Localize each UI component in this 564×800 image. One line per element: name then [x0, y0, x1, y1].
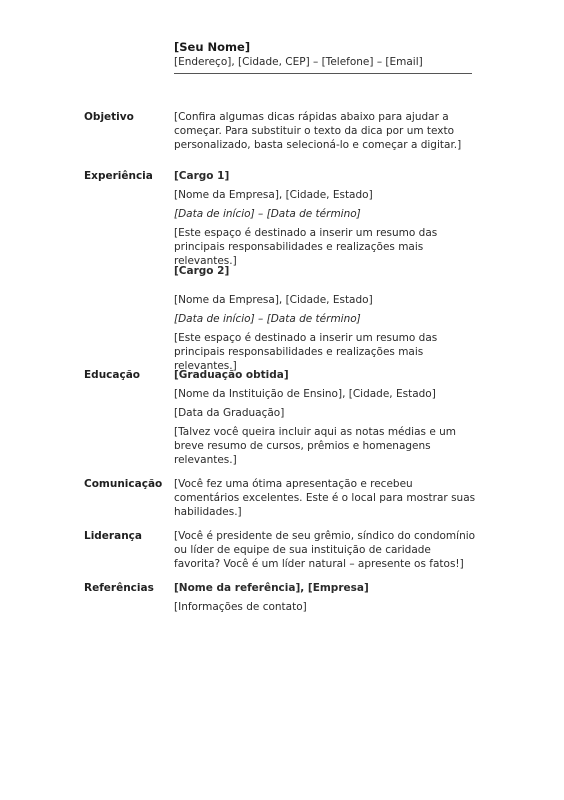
job-2-company[interactable]: [Nome da Empresa], [Cidade, Estado] — [174, 294, 373, 306]
reference-name[interactable]: [Nome da referência], [Empresa] — [174, 582, 369, 594]
section-label-lideranca: Liderança — [84, 530, 142, 542]
lideranca-text[interactable]: [Você é presidente de seu grêmio, síndico do condomínio ou líder de equipe de sua instituição de caridade favorita? Você é um líder natural – apresente os fatos!] — [174, 530, 476, 570]
person-name[interactable]: [Seu Nome] — [174, 40, 251, 54]
education-institution[interactable]: [Nome da Instituição de Ensino], [Cidade, Estado] — [174, 388, 436, 400]
section-label-referencias: Referências — [84, 582, 154, 594]
comunicacao-text[interactable]: [Você fez uma ótima apresentação e recebeu comentários excelentes. Este é o local para mostrar suas habilidades.] — [174, 478, 476, 518]
job-2-title[interactable]: [Cargo 2] — [174, 265, 230, 277]
resume-header — [174, 40, 472, 69]
job-1-description[interactable]: [Este espaço é destinado a inserir um resumo das principais responsabilidades e realizações mais relevantes.] — [174, 227, 438, 267]
job-2-dates[interactable]: [Data de início] – [Data de término] — [174, 313, 361, 325]
job-1-company[interactable]: [Nome da Empresa], [Cidade, Estado] — [174, 189, 373, 201]
section-label-educacao: Educação — [84, 369, 140, 381]
section-label-comunicacao: Comunicação — [84, 478, 163, 490]
contact-line[interactable]: [Endereço], [Cidade, CEP] – [Telefone] – [Email] — [174, 56, 423, 68]
job-1-title[interactable]: [Cargo 1] — [174, 170, 230, 182]
header-divider — [174, 73, 472, 74]
education-description[interactable]: [Talvez você queira incluir aqui as notas médias e um breve resumo de cursos, prêmios e homenagens relevantes.] — [174, 426, 457, 466]
education-date[interactable]: [Data da Graduação] — [174, 407, 285, 419]
job-1-dates[interactable]: [Data de início] – [Data de término] — [174, 208, 361, 220]
education-degree[interactable]: [Graduação obtida] — [174, 369, 289, 381]
section-label-objetivo: Objetivo — [84, 111, 134, 123]
reference-contact[interactable]: [Informações de contato] — [174, 601, 307, 613]
section-label-experiencia: Experiência — [84, 170, 153, 182]
objetivo-text[interactable]: [Confira algumas dicas rápidas abaixo para ajudar a começar. Para substituir o texto da dica por um texto personalizado, basta selecioná-lo e começar a digitar.] — [174, 111, 462, 151]
job-2-description[interactable]: [Este espaço é destinado a inserir um resumo das principais responsabilidades e realizações mais relevantes.] — [174, 332, 438, 372]
